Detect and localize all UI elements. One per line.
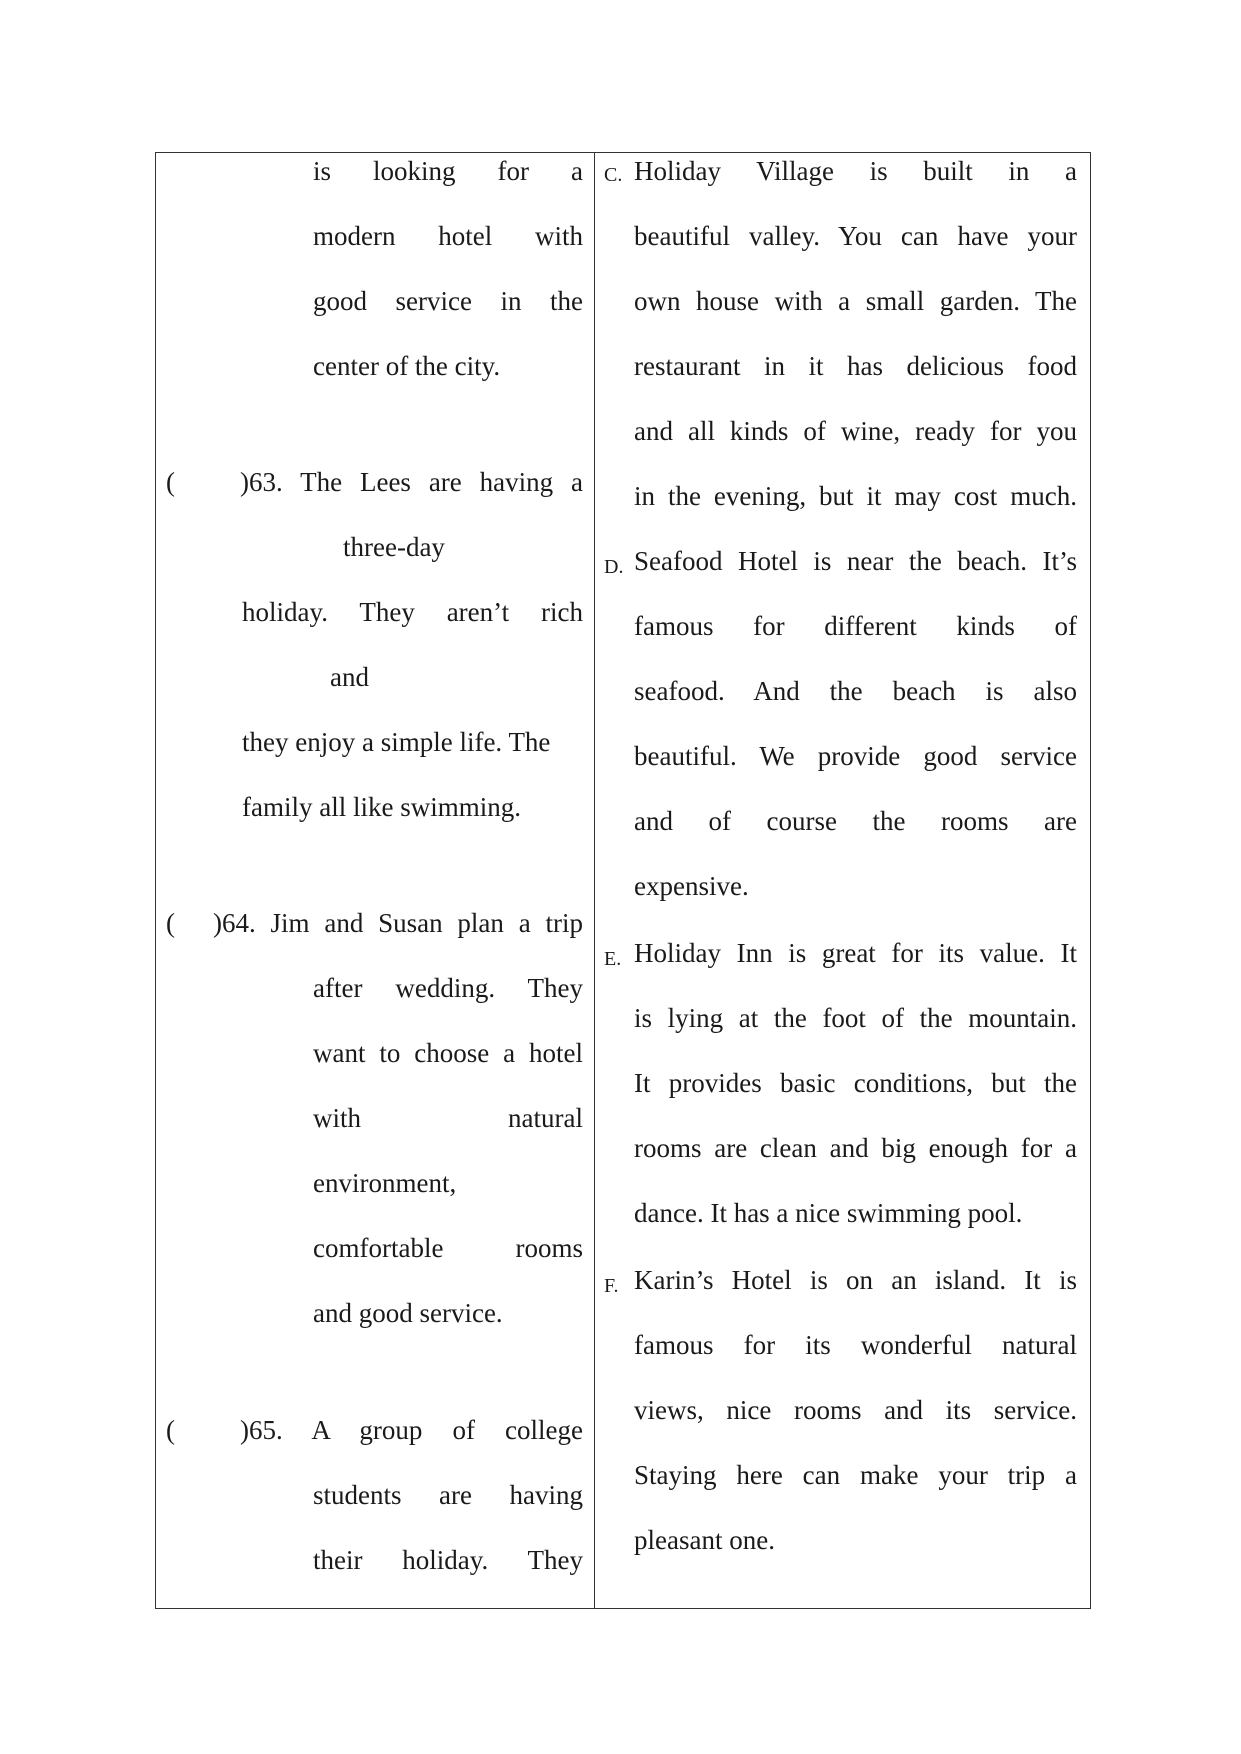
option-text-line: is lying at the foot of the mountain. bbox=[634, 1003, 1077, 1033]
question-text-line: three-day bbox=[343, 532, 445, 562]
question-text-line: good service in the bbox=[313, 286, 583, 316]
option-letter: F. bbox=[604, 1275, 619, 1297]
option-letter: C. bbox=[604, 164, 623, 186]
question-text-line: they enjoy a simple life. The bbox=[242, 727, 551, 757]
question-text-line: and good service. bbox=[313, 1298, 503, 1328]
question-text-line: holiday. They aren’t rich bbox=[242, 597, 583, 627]
option-text-line: Holiday Inn is great for its value. It bbox=[634, 938, 1077, 968]
question-text-line: center of the city. bbox=[313, 351, 501, 381]
option-text-line: dance. It has a nice swimming pool. bbox=[634, 1198, 1023, 1228]
option-text-line: and of course the rooms are bbox=[634, 806, 1077, 836]
option-text-line: seafood. And the beach is also bbox=[634, 676, 1077, 706]
question-text-line: )65. A group of college bbox=[240, 1415, 583, 1445]
column-divider bbox=[594, 152, 595, 1609]
option-text-line: expensive. bbox=[634, 871, 749, 901]
question-text-line: )63. The Lees are having a bbox=[240, 467, 583, 497]
question-text-line: )64. Jim and Susan plan a trip bbox=[213, 908, 583, 938]
option-text-line: rooms are clean and big enough for a bbox=[634, 1133, 1077, 1163]
option-text-line: It provides basic conditions, but the bbox=[634, 1068, 1077, 1098]
option-text-line: Karin’s Hotel is on an island. It is bbox=[634, 1265, 1077, 1295]
option-text-line: views, nice rooms and its service. bbox=[634, 1395, 1077, 1425]
question-text-line: after wedding. They bbox=[313, 973, 583, 1003]
answer-blank-paren: ( bbox=[166, 908, 175, 938]
question-text-line: family all like swimming. bbox=[242, 792, 521, 822]
option-text-line: famous for different kinds of bbox=[634, 611, 1077, 641]
option-text-line: in the evening, but it may cost much. bbox=[634, 481, 1077, 511]
option-letter: E. bbox=[604, 948, 622, 970]
option-text-line: and all kinds of wine, ready for you bbox=[634, 416, 1077, 446]
question-text-line: and bbox=[330, 662, 369, 692]
option-text-line: restaurant in it has delicious food bbox=[634, 351, 1077, 381]
answer-blank-paren: ( bbox=[166, 467, 175, 497]
question-text-line: is looking for a bbox=[313, 156, 583, 186]
option-text-line: own house with a small garden. The bbox=[634, 286, 1077, 316]
question-text-line: modern hotel with bbox=[313, 221, 583, 251]
answer-blank-paren: ( bbox=[166, 1415, 175, 1445]
question-text-line: environment, bbox=[313, 1168, 457, 1198]
question-text-line: their holiday. They bbox=[313, 1545, 583, 1575]
question-text-line: comfortable rooms bbox=[313, 1233, 583, 1263]
option-text-line: pleasant one. bbox=[634, 1525, 775, 1555]
option-letter: D. bbox=[604, 556, 624, 578]
option-text-line: famous for its wonderful natural bbox=[634, 1330, 1077, 1360]
option-text-line: beautiful. We provide good service bbox=[634, 741, 1077, 771]
option-text-line: beautiful valley. You can have your bbox=[634, 221, 1077, 251]
option-text-line: Staying here can make your trip a bbox=[634, 1460, 1077, 1490]
question-text-line: students are having bbox=[313, 1480, 583, 1510]
option-text-line: Seafood Hotel is near the beach. It’s bbox=[634, 546, 1077, 576]
question-text-line: want to choose a hotel bbox=[313, 1038, 583, 1068]
question-text-line: with natural bbox=[313, 1103, 583, 1133]
option-text-line: Holiday Village is built in a bbox=[634, 156, 1077, 186]
